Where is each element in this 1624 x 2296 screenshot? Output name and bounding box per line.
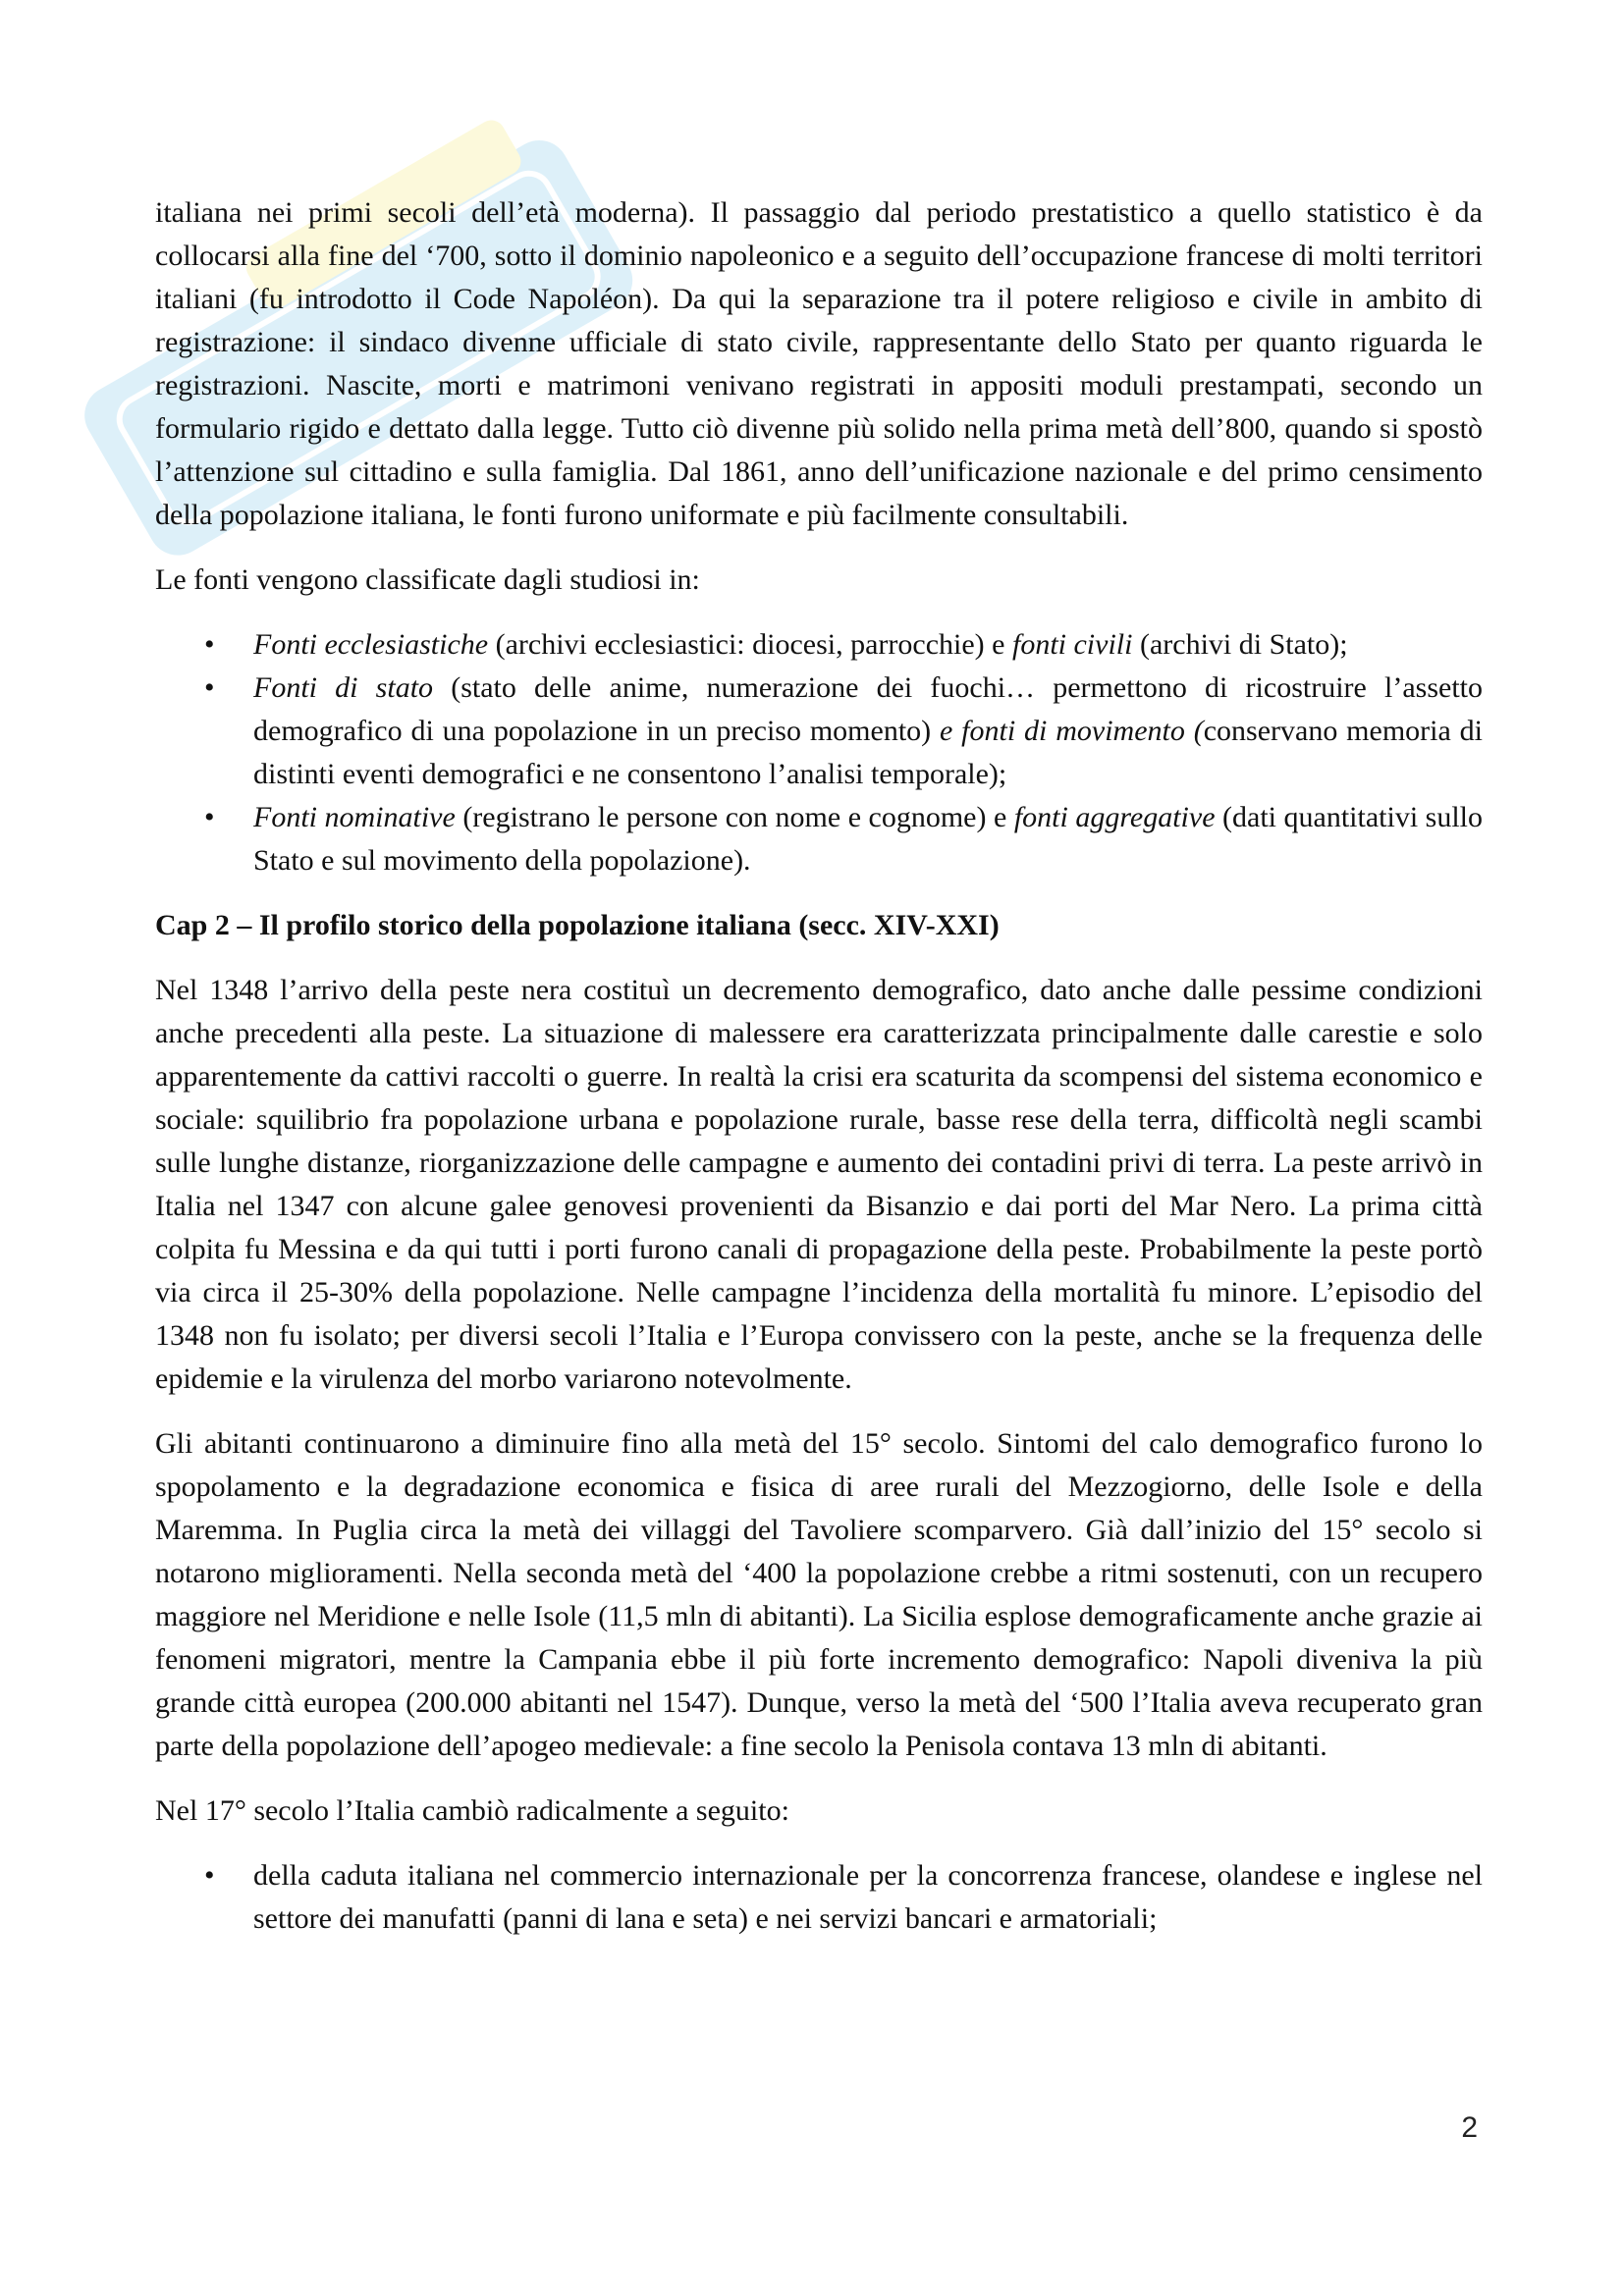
paragraph-fonti-intro: Le fonti vengono classificate dagli studiosi in:	[155, 563, 700, 596]
paragraph-quindicesimo-secolo: Gli abitanti continuarono a diminuire fino alla metà del 15° secolo. Sintomi del calo demografico furono lo spopolamento e la degradazione economica e fisica di aree rurali del Mezzogiorno, delle Isole e della Maremma. In Puglia circa la metà dei villaggi del Tavoliere scomparvero. Già dall’inizio del 15° secolo si notarono miglioramenti. Nella seconda metà del ‘400 la popolazione crebbe a ritmi sostenuti, con un recupero maggiore nel Meridione e nelle Isole (11,5 mln di abitanti). La Sicilia esplose demograficamente anche grazie ai fenomeni migratori, mentre la Campania ebbe il più forte incremento demografico: Napoli diveniva la più grande città europea (200.000 abitanti nel 1547). Dunque, verso la metà del ‘500 l’Italia aveva recuperato gran parte della popolazione dell’apogeo medievale: a fine secolo la Penisola contava 13 mln di abitanti.	[155, 1427, 1483, 1762]
term-italic: e fonti di movimento (	[940, 715, 1204, 747]
list-item: • Fonti di stato (stato delle anime, numerazione dei fuochi… permettono di ricostruire l’assetto demografico di una popolazione in un preciso momento) e fonti di movimento (conservano memoria di distinti eventi demografici e ne consentono l’analisi temporale);	[155, 667, 1483, 796]
term-italic: Fonti ecclesiastiche	[253, 628, 489, 661]
paragraph-diciassettesimo-secolo: Nel 17° secolo l’Italia cambiò radicalmente a seguito:	[155, 1794, 789, 1827]
term-italic: fonti civili	[1011, 628, 1133, 661]
list-item: • Fonti ecclesiastiche (archivi ecclesiastici: diocesi, parrocchie) e fonti civili (archivi di Stato);	[155, 623, 1483, 667]
list-item: • della caduta italiana nel commercio internazionale per la concorrenza francese, olandese e inglese nel settore dei manufatti (panni di lana e seta) e nei servizi bancari e armatoriali;	[155, 1854, 1483, 1941]
chapter-heading: Cap 2 – Il profilo storico della popolazione italiana (secc. XIV-XXI)	[155, 909, 1000, 941]
paragraph-peste-nera: Nel 1348 l’arrivo della peste nera costituì un decremento demografico, dato anche dalle pessime condizioni anche precedenti alla peste. La situazione di malessere era caratterizzata principalmente dalle carestie e solo apparentemente da cattivi raccolti o guerre. In realtà la crisi era scaturita da scompensi del sistema economico e sociale: squilibrio fra popolazione urbana e popolazione rurale, basse rese della terra, difficoltà negli scambi sulle lunghe distanze, riorganizzazione delle campagne e aumento dei contadini privi di terra. La peste arrivò in Italia nel 1347 con alcune galee genovesi provenienti da Bisanzio e dai porti del Mar Nero. La prima città colpita fu Messina e da qui tutti i porti furono canali di propagazione della peste. Probabilmente la peste portò via circa il 25-30% della popolazione. Nelle campagne l’incidenza della mortalità fu minore. L’episodio del 1348 non fu isolato; per diversi secoli l’Italia e l’Europa convissero con la peste, anche se la frequenza delle epidemie e la virulenza del morbo variarono notevolmente.	[155, 974, 1483, 1395]
cause-list	[155, 1854, 1483, 1941]
term-italic: Fonti nominative	[253, 801, 456, 833]
list-item: • Fonti nominative (registrano le persone con nome e cognome) e fonti aggregative (dati quantitativi sullo Stato e sul movimento della popolazione).	[155, 796, 1483, 882]
page-number: 2	[1461, 2111, 1478, 2144]
term-italic: fonti aggregative	[1013, 801, 1216, 833]
fonti-list	[155, 623, 1483, 882]
term-italic: Fonti di stato	[253, 671, 434, 704]
paragraph-code-napoleon: italiana nei primi secoli dell’età moderna). Il passaggio dal periodo prestatistico a quello statistico è da collocarsi alla fine del ‘700, sotto il dominio napoleonico e a seguito dell’occupazione francese di molti territori italiani (fu introdotto il Code Napoléon). Da qui la separazione tra il potere religioso e civile in ambito di registrazione: il sindaco divenne ufficiale di stato civile, rappresentante dello Stato per quanto riguarda le registrazioni. Nascite, morti e matrimoni venivano registrati in appositi moduli prestampati, secondo un formulario rigido e dettato dalla legge. Tutto ciò divenne più solido nella prima metà dell’800, quando si spostò l’attenzione sul cittadino e sulla famiglia. Dal 1861, anno dell’unificazione nazionale e del primo censimento della popolazione italiana, le fonti furono uniformate e più facilmente consultabili.	[155, 196, 1483, 531]
document-body	[155, 191, 1483, 1962]
